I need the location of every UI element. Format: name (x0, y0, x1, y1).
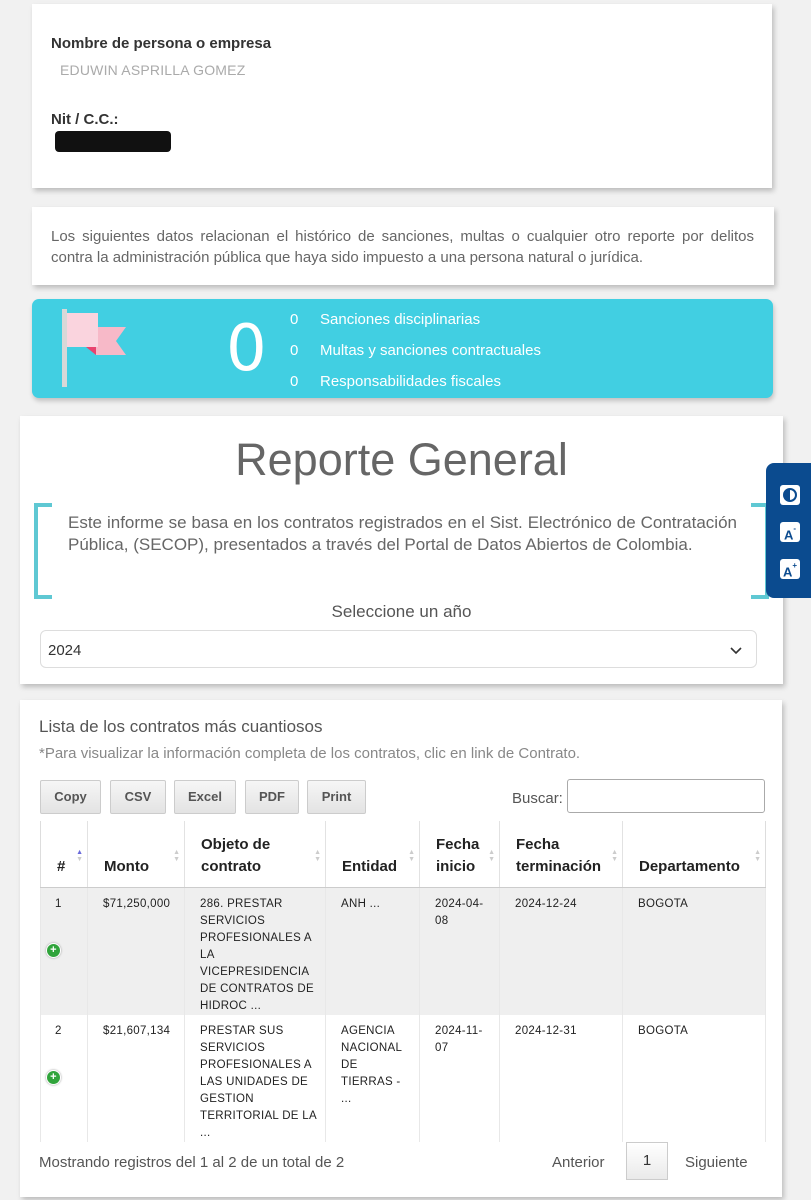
table-row (41, 1015, 766, 1142)
stat-count: 0 (290, 311, 299, 328)
report-card (20, 416, 783, 684)
pdf-button[interactable]: PDF (245, 780, 299, 814)
report-description: Este informe se basa en los contratos registrados en el Sist. Electrónico de Contratación Pública, (SECOP), presentados a través del Portal de Datos Abiertos de Colombia. (68, 513, 737, 554)
sort-icon: ▲ ▼ (76, 848, 83, 863)
col-header-terminacion[interactable]: Fecha terminación ▲ ▼ (500, 821, 623, 887)
cell-objeto[interactable]: PRESTAR SUS SERVICIOS PROFESIONALES A LAS UNIDADES DE GESTION TERRITORIAL DE LA ... (185, 1015, 326, 1142)
id-label: Nit / C.C.: (51, 111, 119, 128)
year-label: Seleccione un año (331, 602, 472, 621)
info-text: Los siguientes datos relacionan el histórico de sanciones, multas o cualquier otro reporte por delitos contra la administración pública que haya sido impuesto a una persona natural o jurídica. (51, 228, 754, 266)
excel-button[interactable]: Excel (174, 780, 236, 814)
col-header-entidad[interactable]: Entidad ▲ ▼ (326, 821, 420, 887)
contracts-title: Lista de los contratos más cuantiosos (39, 717, 323, 736)
report-title: Reporte General (235, 434, 568, 485)
expand-plus-icon[interactable]: + (47, 1071, 60, 1084)
font-icon-letter: A (783, 527, 794, 543)
summary-banner (32, 299, 773, 398)
info-card (32, 207, 774, 285)
print-button[interactable]: Print (307, 780, 366, 814)
chevron-down-icon (730, 640, 742, 660)
redacted-id (55, 131, 171, 152)
decrease-font-button[interactable] (780, 522, 800, 542)
cell-num: 2 + (41, 1015, 88, 1142)
contrast-icon (783, 488, 797, 502)
sort-icon: ▲ ▼ (408, 848, 415, 863)
quote-bracket-left (34, 503, 52, 599)
stat-label: Multas y sanciones contractuales (320, 342, 541, 359)
previous-button[interactable]: Anterior (552, 1154, 605, 1171)
cell-inicio: 2024-11-07 (420, 1015, 500, 1142)
copy-button[interactable]: Copy (40, 780, 101, 814)
pagination-info: Mostrando registros del 1 al 2 de un total de 2 (39, 1154, 345, 1171)
search-input[interactable] (567, 779, 765, 813)
page-1-button[interactable]: 1 (626, 1142, 668, 1180)
stat-count: 0 (290, 342, 299, 359)
search-label: Buscar: (512, 790, 563, 807)
plus-icon: + (792, 561, 798, 570)
cell-monto: $21,607,134 (88, 1015, 185, 1142)
name-value: EDUWIN ASPRILLA GOMEZ (60, 62, 246, 78)
name-label: Nombre de persona o empresa (51, 35, 272, 52)
flag-icon (60, 307, 134, 389)
col-header-departamento[interactable]: Departamento ▲ ▼ (623, 821, 766, 887)
col-header-inicio[interactable]: Fecha inicio ▲ ▼ (420, 821, 500, 887)
csv-button[interactable]: CSV (110, 780, 166, 814)
cell-departamento: BOGOTA (623, 887, 766, 1015)
cell-terminacion: 2024-12-24 (500, 887, 623, 1015)
person-card (32, 4, 772, 188)
table-header-row (41, 821, 766, 887)
accessibility-toolbar (766, 463, 811, 598)
cell-objeto[interactable]: 286. PRESTAR SERVICIOS PROFESIONALES A LA VICEPRESIDENCIA DE CONTRATOS DE HIDROC ... (185, 887, 326, 1015)
col-header-num[interactable]: # ▲ ▼ (41, 821, 88, 887)
expand-plus-icon[interactable]: + (47, 944, 60, 957)
next-button[interactable]: Siguiente (685, 1154, 748, 1171)
year-selected-value: 2024 (48, 642, 82, 659)
cell-terminacion: 2024-12-31 (500, 1015, 623, 1142)
cell-entidad: ANH ... (326, 887, 420, 1015)
contracts-note: *Para visualizar la información completa de los contratos, clic en link de Contrato. (39, 745, 581, 762)
contrast-button[interactable] (780, 485, 800, 505)
sort-icon: ▲ ▼ (173, 848, 180, 863)
year-select[interactable] (40, 630, 757, 668)
total-count: 0 (226, 312, 267, 386)
minus-icon: - (793, 524, 797, 533)
stat-count: 0 (290, 373, 299, 390)
table-row (41, 887, 766, 1015)
stat-label: Sanciones disciplinarias (320, 311, 481, 328)
contracts-table (40, 821, 766, 1142)
sort-icon: ▲ ▼ (488, 848, 495, 863)
col-header-objeto[interactable]: Objeto de contrato ▲ ▼ (185, 821, 326, 887)
cell-monto: $71,250,000 (88, 887, 185, 1015)
cell-entidad: AGENCIA NACIONAL DE TIERRAS - ... (326, 1015, 420, 1142)
col-header-monto[interactable]: Monto ▲ ▼ (88, 821, 185, 887)
increase-font-button[interactable] (780, 559, 800, 579)
cell-num: 1 + (41, 887, 88, 1015)
cell-inicio: 2024-04-08 (420, 887, 500, 1015)
contracts-card (20, 700, 782, 1197)
font-icon-letter: A (782, 564, 793, 580)
sort-icon: ▲ ▼ (611, 848, 618, 863)
cell-departamento: BOGOTA (623, 1015, 766, 1142)
sort-icon: ▲ ▼ (314, 848, 321, 863)
stat-label: Responsabilidades fiscales (320, 373, 501, 390)
sort-icon: ▲ ▼ (754, 848, 761, 863)
